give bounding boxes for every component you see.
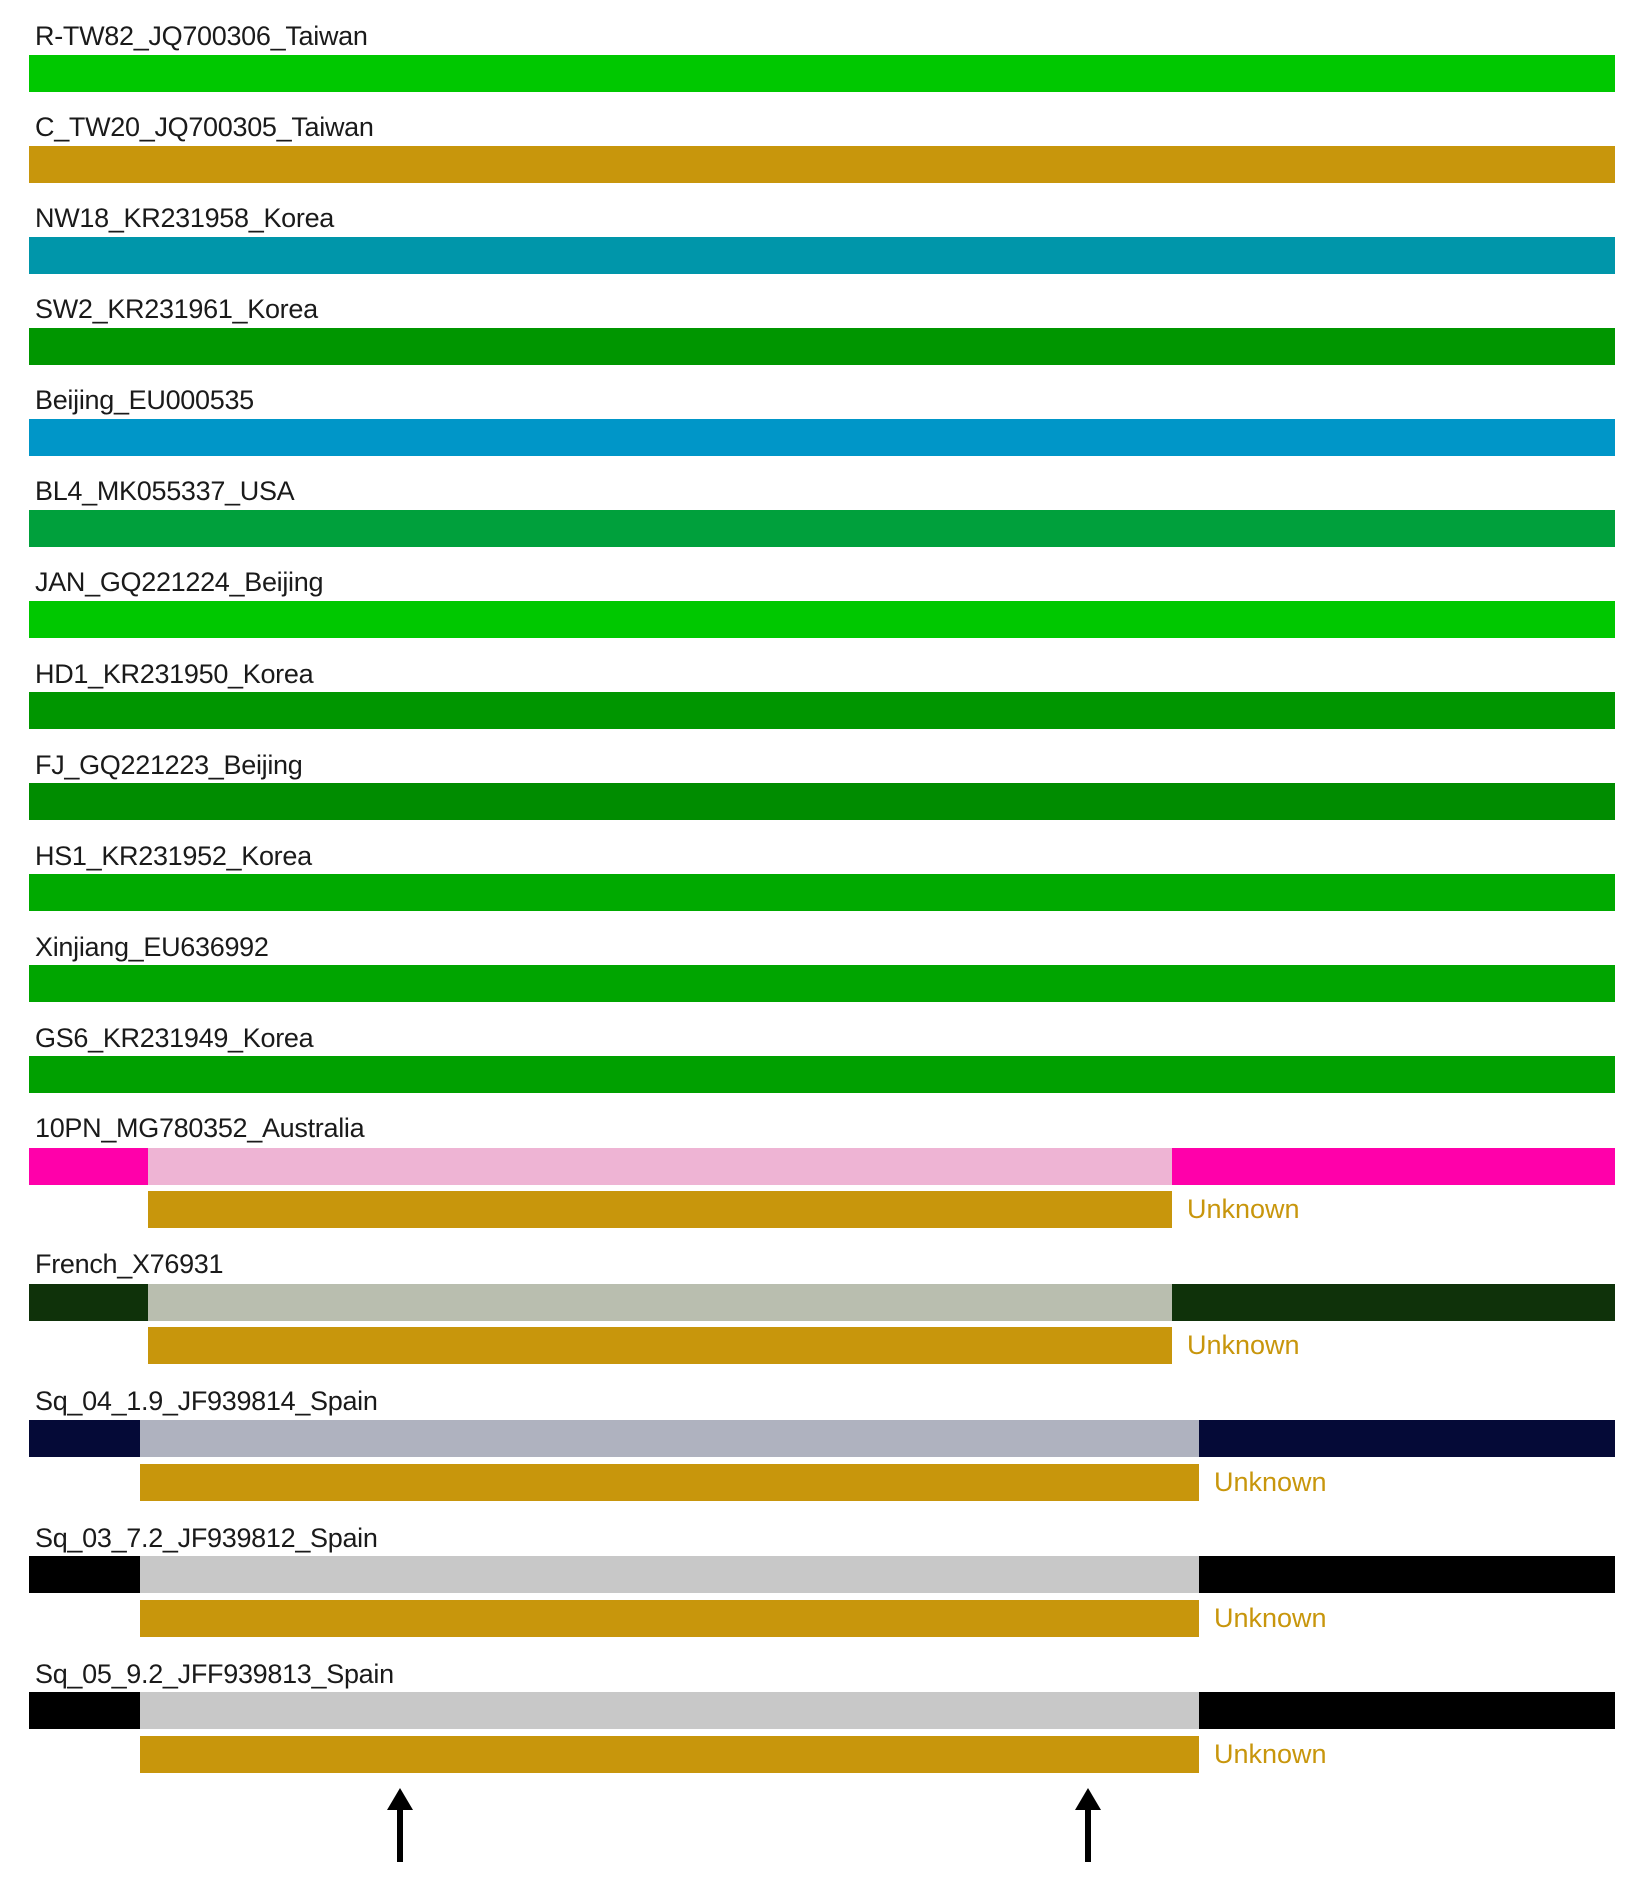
sequence-label: Beijing_EU000535 (35, 385, 254, 415)
donor-label: Unknown (1214, 1467, 1327, 1497)
recombinant-label: French_X76931 (35, 1249, 224, 1279)
recombinant-bar (29, 1284, 1615, 1321)
donor-bar (140, 1600, 1199, 1637)
donor-label: Unknown (1214, 1739, 1327, 1769)
donor-bar (148, 1327, 1172, 1364)
sequence-label: FJ_GQ221223_Beijing (35, 750, 303, 780)
recombinant-label: Sq_05_9.2_JFF939813_Spain (35, 1659, 394, 1689)
recombinant-label: Sq_04_1.9_JF939814_Spain (35, 1386, 378, 1416)
donor-bar (140, 1464, 1199, 1501)
sequence-label: R-TW82_JQ700306_Taiwan (35, 21, 368, 51)
sequence-bar (29, 55, 1615, 92)
recombinant-label: 10PN_MG780352_Australia (35, 1113, 365, 1143)
sequence-bar (29, 328, 1615, 365)
recombinant-bar (29, 1420, 1615, 1457)
recombinant-region (140, 1556, 1199, 1593)
sequence-bar (29, 146, 1615, 183)
donor-label: Unknown (1187, 1194, 1300, 1224)
breakpoint-arrow-icon (387, 1788, 413, 1862)
recombinant-region (148, 1148, 1172, 1185)
recombinant-bar (29, 1556, 1615, 1593)
recombinant-bar (29, 1148, 1615, 1185)
recombinant-label: Sq_03_7.2_JF939812_Spain (35, 1523, 378, 1553)
donor-label: Unknown (1187, 1330, 1300, 1360)
recombinant-bar (29, 1692, 1615, 1729)
sequence-label: BL4_MK055337_USA (35, 476, 295, 506)
sequence-label: Xinjiang_EU636992 (35, 932, 269, 962)
sequence-bar (29, 237, 1615, 274)
sequence-label: GS6_KR231949_Korea (35, 1023, 314, 1053)
donor-label: Unknown (1214, 1603, 1327, 1633)
donor-bar (148, 1191, 1172, 1228)
recombinant-region (140, 1692, 1199, 1729)
sequence-bar (29, 510, 1615, 547)
sequence-label: SW2_KR231961_Korea (35, 294, 318, 324)
sequence-bar (29, 601, 1615, 638)
sequence-bar (29, 692, 1615, 729)
sequence-label: HS1_KR231952_Korea (35, 841, 312, 871)
breakpoint-arrow-icon (1075, 1788, 1101, 1862)
sequence-bar (29, 965, 1615, 1002)
sequence-bar (29, 874, 1615, 911)
recombinant-region (140, 1420, 1199, 1457)
sequence-label: HD1_KR231950_Korea (35, 659, 314, 689)
sequence-bar (29, 419, 1615, 456)
sequence-label: C_TW20_JQ700305_Taiwan (35, 112, 374, 142)
sequence-bar (29, 783, 1615, 820)
donor-bar (140, 1736, 1199, 1773)
sequence-label: JAN_GQ221224_Beijing (35, 567, 324, 597)
sequence-label: NW18_KR231958_Korea (35, 203, 334, 233)
sequence-bar (29, 1056, 1615, 1093)
recombinant-region (148, 1284, 1172, 1321)
